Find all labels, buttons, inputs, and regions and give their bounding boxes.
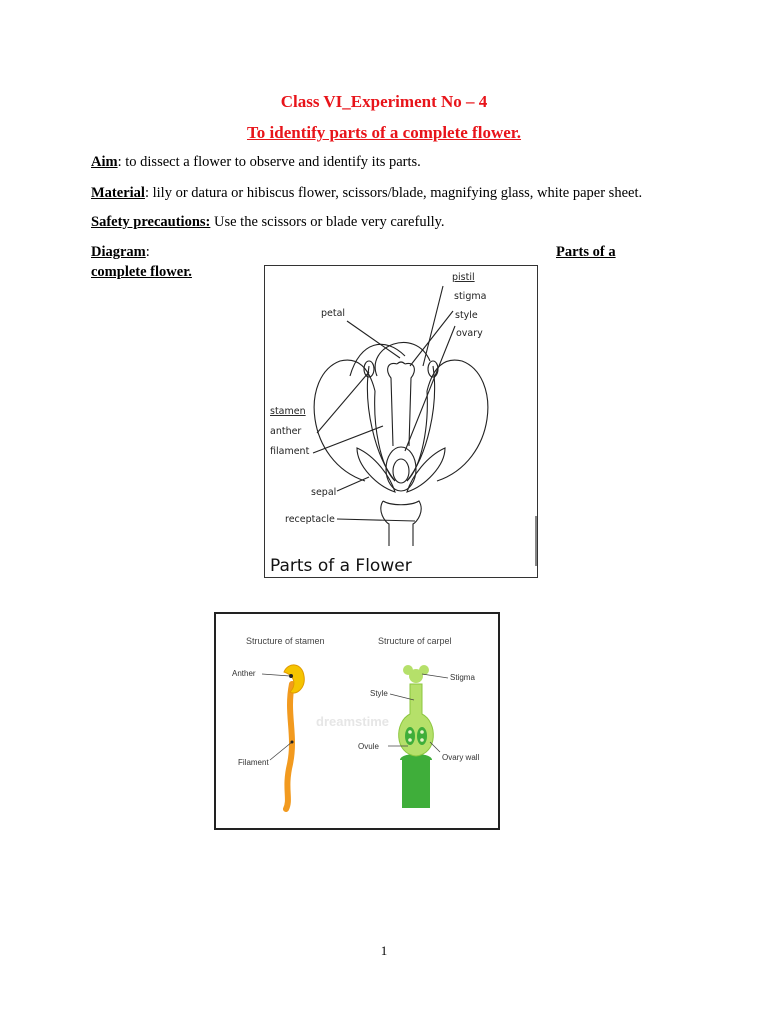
page-number: 1: [380, 943, 388, 958]
parts-of-a-heading: Parts of a: [556, 244, 616, 260]
label-stigma: stigma: [454, 291, 487, 302]
carpel-style-label: Style: [370, 689, 388, 698]
stigma-shape: [409, 669, 423, 683]
ovule-shape: [405, 727, 415, 745]
diagram-colon: :: [145, 244, 150, 260]
carpel-stigma-label: Stigma: [450, 673, 475, 682]
anther-shape: [284, 665, 304, 693]
label-anther: anther: [270, 426, 302, 437]
experiment-title: Class VI_Experiment No – 4: [280, 92, 488, 111]
carpel-ovary-wall-label: Ovary wall: [442, 753, 480, 762]
complete-flower-heading: complete flower.: [91, 264, 192, 280]
stamen-carpel-svg: [216, 614, 498, 828]
safety-text: Use the scissors or blade very carefully.: [210, 214, 445, 230]
label-receptacle: receptacle: [285, 514, 335, 525]
carpel-structure-title: Structure of carpel: [378, 636, 452, 646]
flower-diagram-svg: [265, 266, 537, 577]
safety-label: Safety precautions:: [91, 214, 211, 230]
carpel-stalk: [402, 760, 430, 808]
label-ovary: ovary: [456, 328, 483, 339]
flower-diagram: [264, 265, 538, 578]
material-text: : lily or datura or hibiscus flower, scissors/blade, magnifying glass, white paper sheet.: [144, 185, 643, 201]
material-line: [91, 185, 642, 202]
diagram-label: Diagram: [91, 244, 146, 260]
material-label: Material: [91, 185, 145, 201]
watermark-text: dreamstime: [316, 714, 389, 729]
stamen-filament-label: Filament: [238, 758, 269, 767]
carpel-style-ovary: [399, 684, 434, 756]
flower-diagram-caption: Parts of a Flower: [270, 556, 412, 576]
safety-line: [91, 214, 445, 231]
aim-line: [91, 154, 421, 171]
label-filament: filament: [270, 446, 310, 457]
experiment-subtitle: To identify parts of a complete flower.: [246, 123, 522, 142]
carpel-ovule-label: Ovule: [358, 742, 379, 751]
label-stamen: stamen: [270, 406, 306, 417]
stamen-structure-title: Structure of stamen: [246, 636, 325, 646]
diagram-line: [91, 244, 150, 261]
label-style: style: [455, 310, 478, 321]
label-pistil: pistil: [452, 272, 475, 283]
label-petal: petal: [321, 308, 346, 319]
aim-text: : to dissect a flower to observe and identify its parts.: [117, 154, 421, 170]
stamen-carpel-diagram: [214, 612, 500, 830]
label-sepal: sepal: [311, 487, 337, 498]
stamen-anther-label: Anther: [232, 669, 256, 678]
aim-label: Aim: [91, 154, 118, 170]
